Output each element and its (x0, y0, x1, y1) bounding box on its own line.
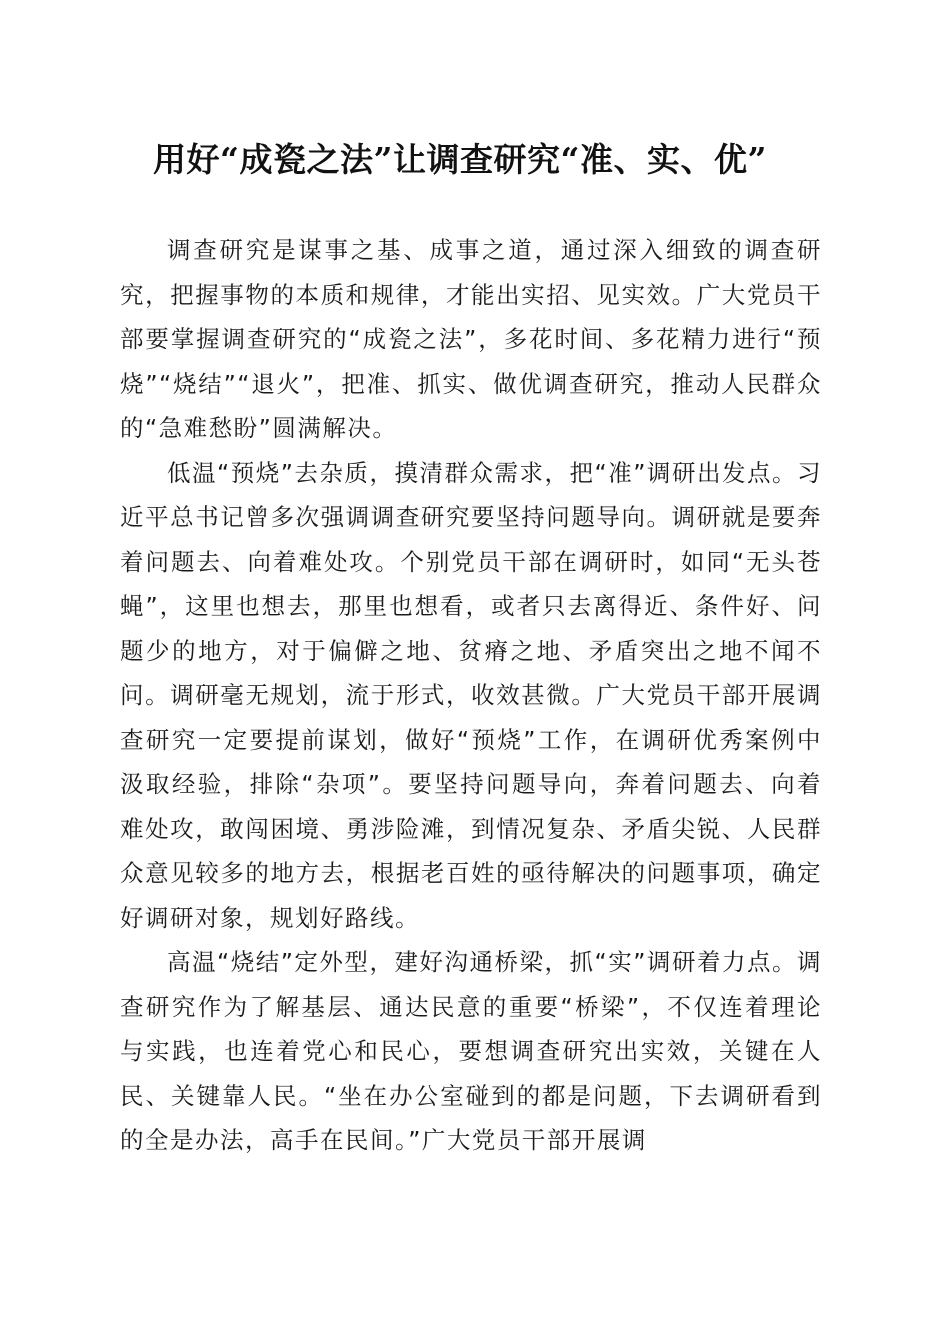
paragraph-intro: 调查研究是谋事之基、成事之道，通过深入细致的调查研究，把握事物的本质和规律，才能出实招、见实效。广大党员干部要掌握调查研究的“成瓷之法”，多花时间、多花精力进行“预烧”“烧结”“退火”，把准、抓实、做优调查研究，推动人民群众的“急难愁盼”圆满解决。 (120, 236, 822, 442)
paragraph-preheat: 低温“预烧”去杂质，摸清群众需求，把“准”调研出发点。习近平总书记曾多次强调调查研究要坚持问题导向。调研就是要奔着问题去、向着难处攻。个别党员干部在调研时，如同“无头苍蝇”，这里也想去，那里也想看，或者只去离得近、条件好、问题少的地方，对于偏僻之地、贫瘠之地、矛盾突出之地不闻不问。调研毫无规划，流于形式，收效甚微。广大党员干部开展调查研究一定要提前谋划，做好“预烧”工作，在调研优秀案例中汲取经验，排除“杂项”。要坚持问题导向，奔着问题去、向着难处攻，敢闯困境、勇涉险滩，到情况复杂、矛盾尖锐、人民群众意见较多的地方去，根据老百姓的亟待解决的问题事项，确定好调研对象，规划好路线。 (120, 458, 822, 932)
paragraph-sinter: 高温“烧结”定外型，建好沟通桥梁，抓“实”调研着力点。调查研究作为了解基层、通达民意的重要“桥梁”，不仅连着理论与实践，也连着党心和民心，要想调查研究出实效，关键在人民、关键靠人民。“坐在办公室碰到的都是问题，下去调研看到的全是办法，高手在民间。”广大党员干部开展调 (120, 948, 822, 1154)
document-body (120, 228, 822, 1163)
document-title: 用好“成瓷之法”让调查研究“准、实、优” (153, 140, 767, 179)
